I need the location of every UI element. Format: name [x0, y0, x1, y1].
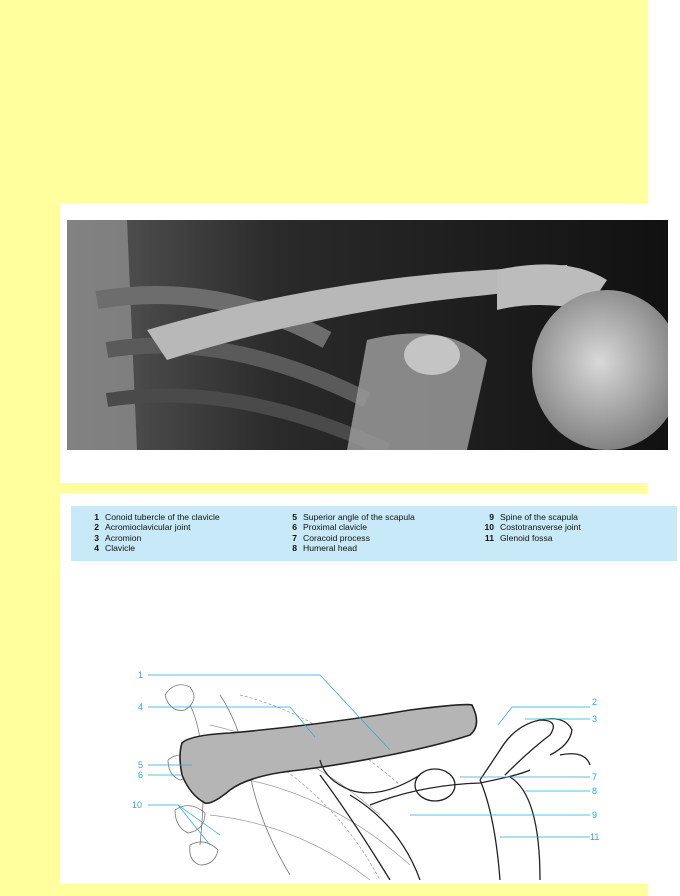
callout-5: 5 [138, 760, 144, 770]
callout-7: 7 [592, 772, 598, 782]
legend-item: 2 Acromioclavicular joint [94, 522, 191, 533]
legend-column-2 [283, 512, 415, 553]
legend-item: 5 Superior angle of the scapula [292, 512, 415, 522]
anatomical-line-drawing [120, 665, 610, 880]
legend-item: 9 Spine of the scapula [489, 512, 578, 522]
callout-10: 10 [132, 800, 143, 810]
callout-3: 3 [592, 714, 598, 724]
page-background-band [60, 483, 648, 493]
drawing-svg [120, 665, 610, 880]
legend-column-1 [85, 512, 220, 553]
legend-item: 11 Glenoid fossa [484, 532, 553, 543]
legend-item: 10 Costotransverse joint [484, 522, 581, 533]
page-background-bottom [60, 884, 648, 896]
clavicle-shape [180, 705, 477, 804]
callout-11: 11 [590, 832, 600, 842]
xray-image [67, 220, 668, 450]
callout-9: 9 [592, 810, 598, 820]
callout-6: 6 [138, 770, 144, 780]
legend-item: 3 Acromion [94, 532, 142, 543]
xray-coracoid [404, 335, 460, 375]
legend-item: 6 Proximal clavicle [292, 522, 367, 533]
legend-item: 7 Coracoid process [292, 532, 370, 543]
callout-4: 4 [138, 702, 144, 712]
callout-1: 1 [138, 670, 144, 680]
legend-column-3 [480, 512, 581, 543]
page-background-top [0, 0, 648, 203]
callout-8: 8 [592, 786, 598, 796]
xray-spine [67, 220, 137, 450]
callout-2: 2 [592, 697, 598, 707]
legend-item: 1 Conoid tubercle of the clavicle [94, 512, 220, 522]
legend-item: 4 Clavicle [94, 542, 136, 553]
legend-item: 8 Humeral head [292, 542, 357, 553]
page-background-left [0, 203, 60, 896]
legend-box [71, 506, 677, 561]
xray-radiograph [67, 220, 668, 450]
